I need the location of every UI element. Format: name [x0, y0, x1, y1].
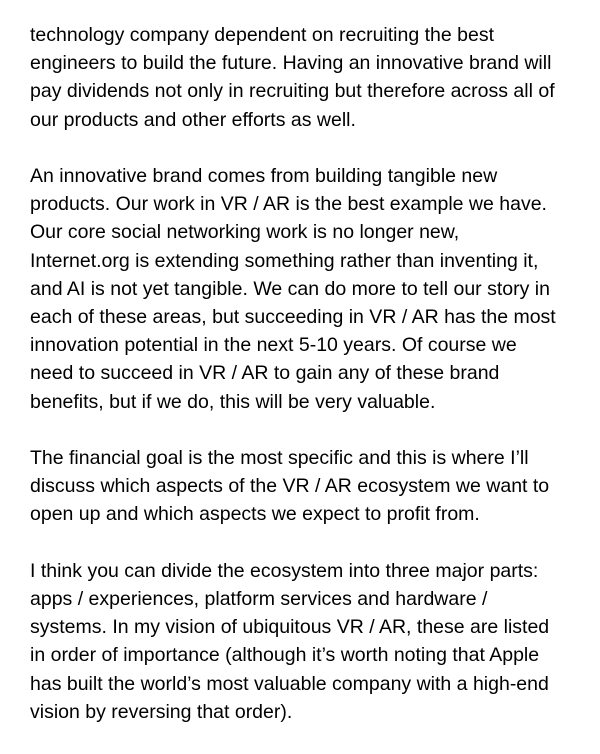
document-body — [30, 21, 595, 754]
text-line: our products and other efforts as well. — [30, 108, 356, 131]
paragraph-financial-goal — [30, 444, 595, 529]
text-line: products. Our work in VR / AR is the best example we have. — [30, 193, 547, 216]
text-line: engineers to build the future. Having an innovative brand will — [30, 52, 552, 75]
text-line: has built the world’s most valuable company with a high-end — [30, 672, 549, 695]
text-line: and AI is not yet tangible. We can do more to tell our story in — [30, 277, 550, 300]
text-line: need to succeed in VR / AR to gain any of these brand — [30, 362, 500, 385]
paragraph-ecosystem-parts — [30, 557, 595, 726]
text-line: technology company dependent on recruiting the best — [30, 24, 494, 46]
text-line: pay dividends not only in recruiting but therefore across all of — [30, 80, 555, 103]
text-line: The financial goal is the most specific and this is where I’ll — [30, 447, 529, 470]
text-line: in order of importance (although it’s worth noting that Apple — [30, 644, 540, 667]
paragraph-innovative-brand — [30, 162, 595, 416]
text-line: Internet.org is extending something rather than inventing it, — [30, 249, 539, 272]
text-line: apps / experiences, platform services and hardware / — [30, 588, 488, 611]
paragraph-brand-recruiting — [30, 21, 595, 134]
text-line: benefits, but if we do, this will be very valuable. — [30, 390, 436, 413]
text-line: I think you can divide the ecosystem into three major parts: — [30, 559, 539, 582]
text-line: An innovative brand comes from building tangible new — [30, 165, 498, 187]
text-line: Our core social networking work is no longer new, — [30, 221, 460, 244]
text-line: open up and which aspects we expect to profit from. — [30, 503, 480, 526]
text-line: each of these areas, but succeeding in VR / AR has the most — [30, 306, 556, 329]
text-line: discuss which aspects of the VR / AR ecosystem we want to — [30, 475, 550, 498]
text-line: innovation potential in the next 5-10 years. Of course we — [30, 334, 517, 357]
text-line: vision by reversing that order). — [30, 700, 293, 723]
text-line: systems. In my vision of ubiquitous VR / AR, these are listed — [30, 616, 550, 639]
